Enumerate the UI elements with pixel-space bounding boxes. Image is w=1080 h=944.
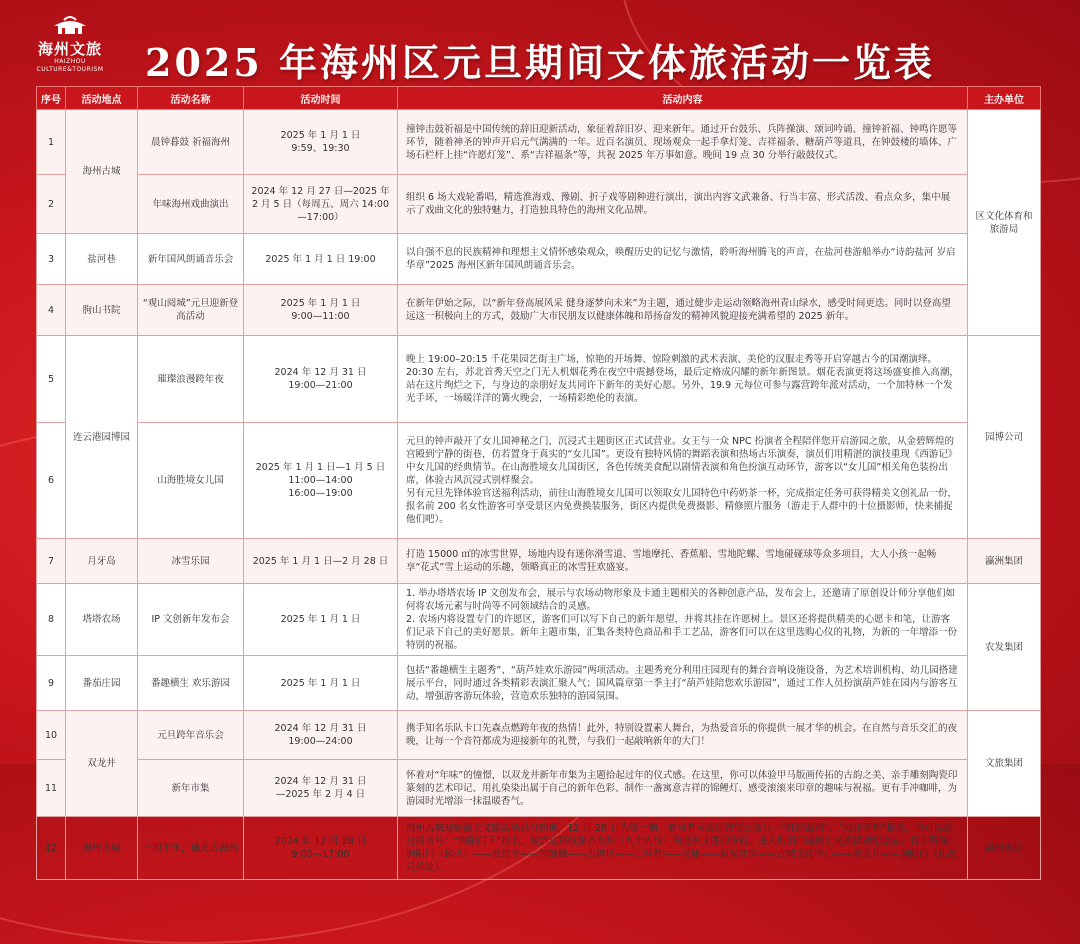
row-activity-content: 1. 举办塔塔农场 IP 文创发布会，展示与农场动物形象及卡通主题相关的各种创意产品，发布会上，还邀请了原创设计师分享他们如何将农场元素与时尚等不同领域结合的灵感。 2. 农场内将设置专门的许愿区，游客们可以写下自己的新年愿望，并将其挂在许愿树上。景区还将提供精美的心愿卡和笔，让游客们记录下自己的美好愿景。新年主题市集，汇集各类特色商品和手工艺品，游客们可以在这里选购心仪的礼物，为新的一年增添一份特别的祝福。 bbox=[398, 584, 968, 656]
row-organizer: 农发集团 bbox=[968, 584, 1041, 711]
table-row bbox=[37, 110, 1041, 175]
row-activity-time: 2024 年 12 月 28 日 9:00—17:00 bbox=[244, 817, 398, 880]
row-activity-name: 山海胜境女儿国 bbox=[138, 423, 244, 539]
row-venue: 海州古城 bbox=[66, 817, 138, 880]
header-venue: 活动地点 bbox=[66, 87, 138, 110]
row-activity-name: 年味海州戏曲演出 bbox=[138, 175, 244, 234]
row-no: 12 bbox=[37, 817, 66, 880]
row-activity-time: 2024 年 12 月 31 日 —2025 年 2 月 4 日 bbox=[244, 760, 398, 817]
row-no: 11 bbox=[37, 760, 66, 817]
activity-table-container bbox=[36, 86, 1040, 873]
table-row bbox=[37, 285, 1041, 336]
page-title: 2025 年海州区元旦期间文体旅活动一览表 bbox=[145, 40, 935, 85]
row-activity-content: 组织 6 场大戏轮番唱，精选淮海戏、豫剧、折子戏等剧种进行演出，演出内容文武兼备、行当丰富、形式活泼、看点众多，集中展示了戏曲文化的独特魅力，打造独具特色的海州文化品牌。 bbox=[398, 175, 968, 234]
logo-subtitle-1: HAIZHOU bbox=[54, 58, 86, 65]
row-activity-time: 2025 年 1 月 1 日—2 月 28 日 bbox=[244, 539, 398, 584]
table-row bbox=[37, 711, 1041, 760]
row-activity-content: 打造 15000 ㎡的冰雪世界，场地内设有迷你滑雪道、雪地摩托、香蕉船、雪地陀螺、雪地碰碰球等众多项目，大人小孩一起畅享“花式”雪上运动的乐趣，领略真正的冰雪狂欢盛宴。 bbox=[398, 539, 968, 584]
row-activity-content: 在新年伊始之际，以“新年登高展风采 健身逐梦向未来”为主题，通过健步走运动领略海州青山绿水，感受时间更迭。同时以登高望远这一积极向上的方式，鼓励广大市民朋友以健康体魄和昂扬奋发的精神风貌迎接充满希望的 2025 新年。 bbox=[398, 285, 968, 336]
row-no: 2 bbox=[37, 175, 66, 234]
table-row bbox=[37, 336, 1041, 423]
row-venue: 双龙井 bbox=[66, 711, 138, 817]
row-activity-time: 2025 年 1 月 1 日 9:59、19:30 bbox=[244, 110, 398, 175]
row-activity-name: “观山阅城”元旦迎新登高活动 bbox=[138, 285, 244, 336]
row-organizer: 文旅集团 bbox=[968, 711, 1041, 817]
row-activity-content: 撞钟击鼓祈福是中国传统的辞旧迎新活动，象征着辞旧岁、迎来新年。通过开台鼓乐、兵阵操演、颂词吟诵、撞钟祈福、钟鸣许愿等环节，随着神圣的钟声开启元气满满的一年。近百名演员、现场观众一起手拿灯笼、吉祥福条、糖葫芦等道具，在钟鼓楼的墙体、广场石栏杆上挂“许愿灯笼”、系“吉祥福条”等，共祝 2025 年万事如意。晚间 19 点 30 分举行敲鼓仪式。 bbox=[398, 110, 968, 175]
header-no: 序号 bbox=[37, 87, 66, 110]
row-activity-name: 番趣横生 欢乐游园 bbox=[138, 656, 244, 711]
table-row bbox=[37, 760, 1041, 817]
row-activity-name: 一眼千年，通关古海州 bbox=[138, 817, 244, 880]
row-no: 5 bbox=[37, 336, 66, 423]
logo-subtitle-2: CULTURE&TOURISM bbox=[36, 66, 104, 73]
row-activity-time: 2024 年 12 月 31 日 19:00—24:00 bbox=[244, 711, 398, 760]
row-activity-content: 携手知名乐队卡口先森点燃跨年夜的热情！此外，特别设置素人舞台，为热爱音乐的你提供一展才华的机会。在自然与音乐交汇的夜晚，让每一个音符都成为迎接新年的礼赞，与我们一起敲响新年的大门！ bbox=[398, 711, 968, 760]
row-activity-content: 包括“番趣横生主题秀”、“葫芦娃欢乐游园”两项活动。主题秀充分利用庄园现有的舞台音响设施设备，为艺术培训机构、幼儿园搭建展示平台，同时通过各类精彩表演汇聚人气；国风篇章第一季主打“葫芦娃陪您欢乐游园”，通过工作人员扮演葫芦娃在园内与游客互动，增强游客游玩体验，营造欢乐独特的游园氛围。 bbox=[398, 656, 968, 711]
row-activity-name: 晨钟暮鼓 祈福海州 bbox=[138, 110, 244, 175]
table-row bbox=[37, 539, 1041, 584]
row-activity-name: 新年国风朗诵音乐会 bbox=[138, 234, 244, 285]
row-activity-name: 冰雪乐园 bbox=[138, 539, 244, 584]
table-header-row bbox=[37, 87, 1041, 110]
row-activity-name: 元旦跨年音乐会 bbox=[138, 711, 244, 760]
row-activity-time: 2024 年 12 月 27 日—2025 年 2 月 5 日（每周五、周六 14:00—17:00） bbox=[244, 175, 398, 234]
row-no: 6 bbox=[37, 423, 66, 539]
row-activity-name: 璀璨浪漫跨年夜 bbox=[138, 336, 244, 423]
row-no: 8 bbox=[37, 584, 66, 656]
row-activity-time: 2025 年 1 月 1 日 19:00 bbox=[244, 234, 398, 285]
row-activity-content: 怀着对“年味”的憧憬，以双龙井新年市集为主题拾起过年的仪式感。在这里，你可以体验甲马版画传拓的古韵之美、亲手雕刻陶瓷印篆刻的艺术印记、用扎染染出属于自己的新年色彩、制作一盏寓意吉祥的锦鲤灯、感受滚滚来印章的趣味与祝福。更有手冲咖啡，为游园时光增添一抹温暖香气。 bbox=[398, 760, 968, 817]
row-activity-time: 2025 年 1 月 1 日 bbox=[244, 656, 398, 711]
row-no: 4 bbox=[37, 285, 66, 336]
row-venue: 塔塔农场 bbox=[66, 584, 138, 656]
table-row bbox=[37, 423, 1041, 539]
table-row bbox=[37, 656, 1041, 711]
table-row bbox=[37, 584, 1041, 656]
row-activity-content: 晚上 19:00–20:15 千花果园艺街主广场，惊艳的开场舞、惊险刺激的武术表演、美伦的汉服走秀等开启穿越古今的国潮演绎。20:30 左右，苏北首秀天空之门无人机烟花秀在夜空中震撼登场，最后定格成闪耀的新年新图景。烟花表演更将这场盛宴推入高潮，站在这片绚烂之下，与身边的亲朋好友共同许下新年的美好心愿。另外，19.9 元每位可参与露营跨年派对活动，一个加特林一个发光手环，一场暖洋洋的篝火晚会，一场精彩绝伦的表演。 bbox=[398, 336, 968, 423]
row-venue: 番茄庄园 bbox=[66, 656, 138, 711]
row-venue: 朐山书院 bbox=[66, 285, 138, 336]
row-activity-content: 元旦的钟声敲开了女儿国神秘之门，沉浸式主题街区正式试营业。女王与一众 NPC 扮演者全程陪伴您开启游园之旅，从金碧辉煌的宫殿到宁静的街巷，仿若置身于真实的“女儿国”。更设有独特风情的舞蹈表演和热场古乐演奏，演员们用精湛的演技重现《西游记》中女儿国的经典情节。在山海胜境女儿国街区，各色传统美食配以剧情表演和角色扮演互动环节，游客以“女儿国”相关角色装扮出席，体验古风沉浸式别样聚会。 另有元旦先锋体验官送福利活动，前往山海胜境女儿国可以领取女儿国特色中药奶茶一杯，完成指定任务可获得精美文创礼品一份，报名前 200 名女性游客可享受景区内免费换装服务，街区内提供免费摄影、精修照片服务（游走于人群中的十位摄影师，快来捕捉他们吧）。 bbox=[398, 423, 968, 539]
row-activity-time: 2025 年 1 月 1 日 bbox=[244, 584, 398, 656]
row-activity-name: 新年市集 bbox=[138, 760, 244, 817]
row-organizer: 区文化体育和旅游局 bbox=[968, 110, 1041, 336]
row-activity-time: 2025 年 1 月 1 日—1 月 5 日 11:00—14:00 16:00—19:00 bbox=[244, 423, 398, 539]
row-activity-time: 2024 年 12 月 31 日 19:00—21:00 bbox=[244, 336, 398, 423]
table-row bbox=[37, 234, 1041, 285]
row-no: 3 bbox=[37, 234, 66, 285]
row-activity-content: 海州古城迎新通关文牒活动共分四期，12 月 28 日为第一期，参与者可通过微信公众号：“红韵海州”、“海州青年”报名，也可以通过抖音号：“朐阳门下”报名，按活动路线集齐九州（九个点位）的通关文牒印章后，进入朐阳门城楼上兑换活动纪念品。打卡路线：朐阳门（起点）——准提寺——钟鼓楼——古牌坊——二营巷——文庙——谢家洋房——古城文化中心——双龙井——朐阳门（礼品兑换处）。 bbox=[398, 817, 968, 880]
row-organizer: 海州街道 bbox=[968, 817, 1041, 880]
row-no: 1 bbox=[37, 110, 66, 175]
row-activity-name: IP 文创新年发布会 bbox=[138, 584, 244, 656]
row-venue: 连云港园博园 bbox=[66, 336, 138, 539]
row-venue: 盐河巷 bbox=[66, 234, 138, 285]
row-organizer: 瀛洲集团 bbox=[968, 539, 1041, 584]
row-activity-time: 2025 年 1 月 1 日 9:00—11:00 bbox=[244, 285, 398, 336]
logo-text: 海州文旅 bbox=[37, 40, 102, 58]
row-activity-content: 以自强不息的民族精神和理想主义情怀感染观众，唤醒历史的记忆与激情，聆听海州腾飞的声音，在盐河巷游船举办“诗韵盐河 岁启华章”2025 海州区新年国风朗诵音乐会。 bbox=[398, 234, 968, 285]
header-organizer: 主办单位 bbox=[968, 87, 1041, 110]
row-no: 10 bbox=[37, 711, 66, 760]
row-venue: 月牙岛 bbox=[66, 539, 138, 584]
row-organizer: 园博公司 bbox=[968, 336, 1041, 539]
row-venue: 海州古城 bbox=[66, 110, 138, 234]
table-row bbox=[37, 817, 1041, 880]
row-no: 7 bbox=[37, 539, 66, 584]
row-no: 9 bbox=[37, 656, 66, 711]
header-activity-name: 活动名称 bbox=[138, 87, 244, 110]
activity-table bbox=[36, 86, 1041, 880]
header-activity-time: 活动时间 bbox=[244, 87, 398, 110]
table-row bbox=[37, 175, 1041, 234]
header-activity-content: 活动内容 bbox=[398, 87, 968, 110]
